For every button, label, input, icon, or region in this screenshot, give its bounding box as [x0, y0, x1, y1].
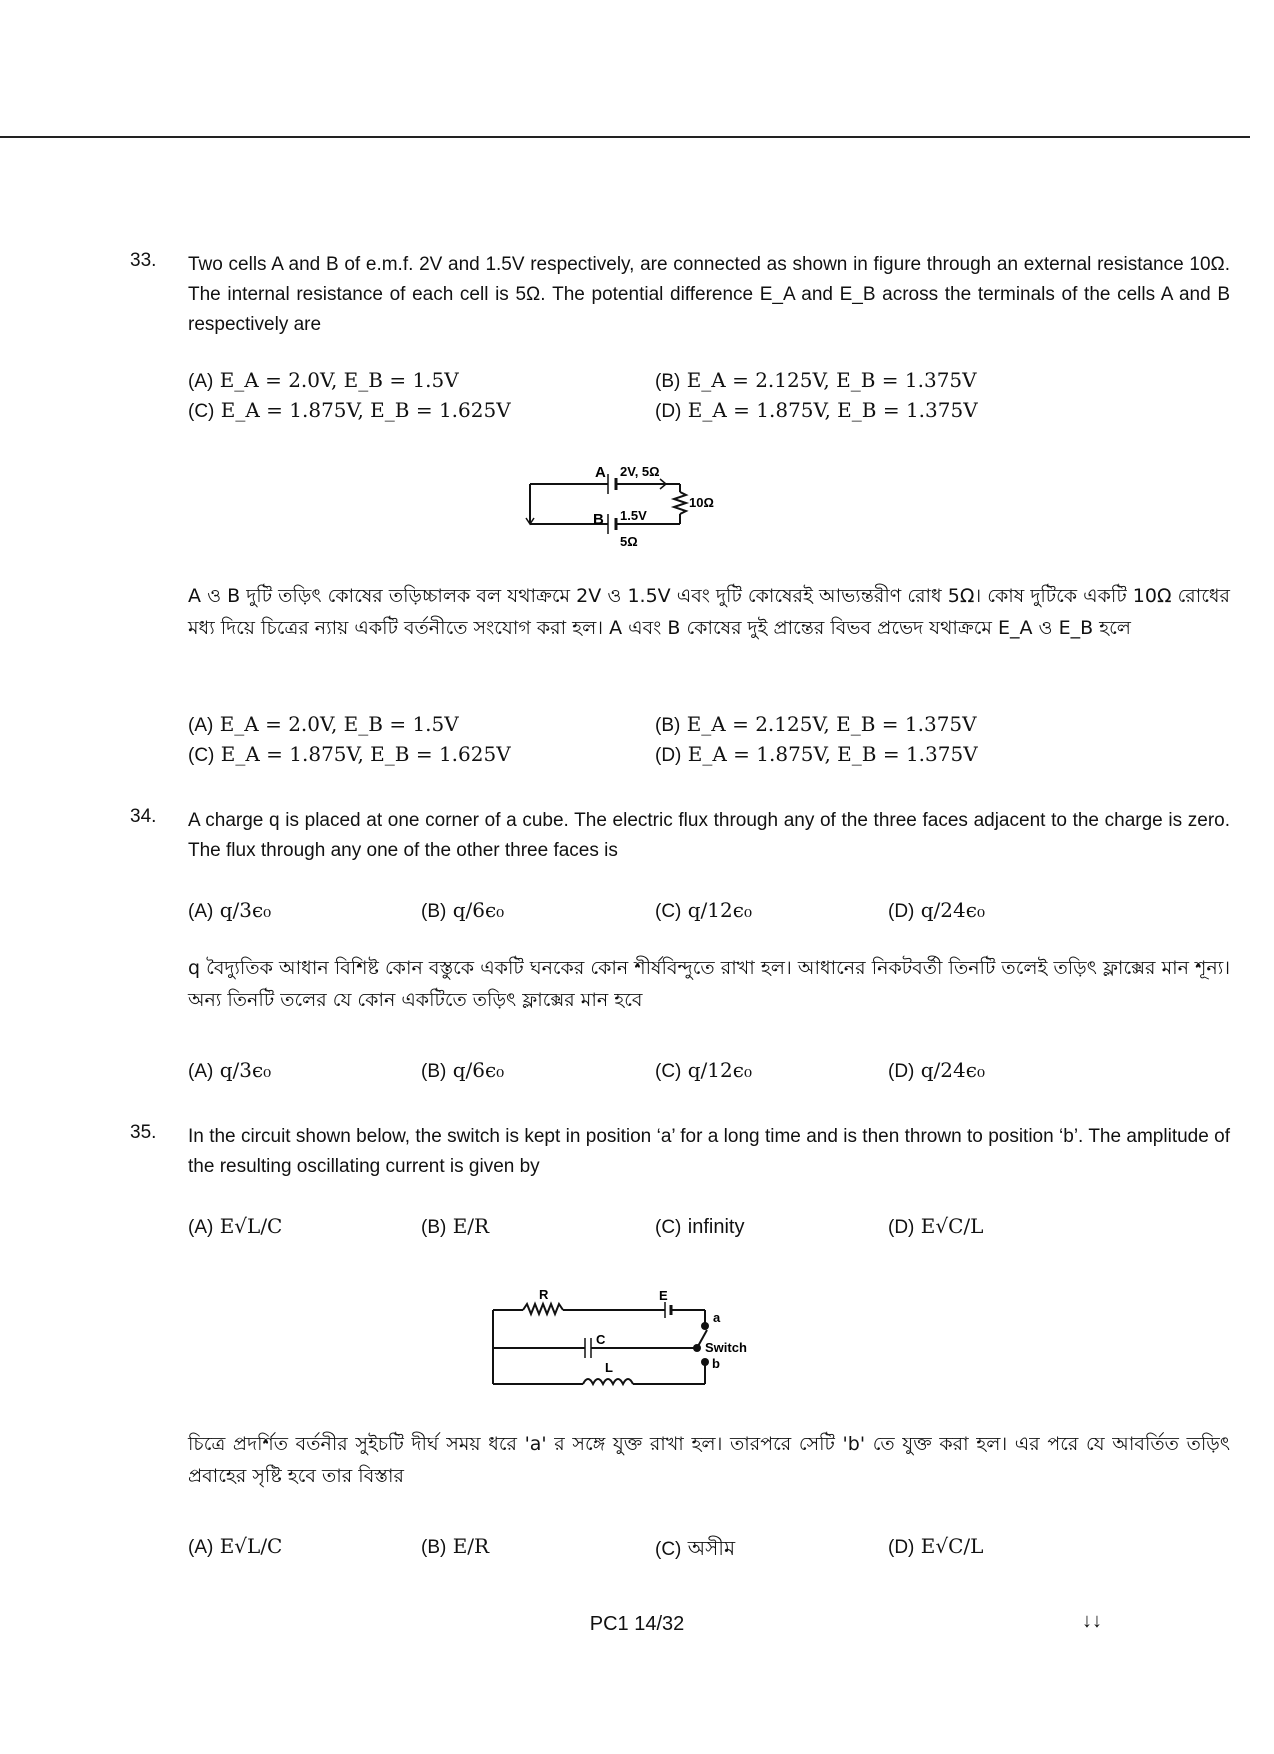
cell-b-label: B [593, 511, 604, 528]
switch-label: Switch [705, 1340, 747, 1355]
option-c: (C) q/12ϵ₀ [655, 898, 752, 922]
option-b: (B) q/6ϵ₀ [421, 1058, 505, 1082]
option-c: (C) E_A = 1.875V, E_B = 1.625V [188, 398, 511, 422]
question-text-bn: q বৈদ্যুতিক আধান বিশিষ্ট কোন বস্তুকে একটি ঘনকের কোন শীর্ষবিন্দুতে রাখা হল। আধানের নিকটবর্তী তিনটি তলেই তড়িৎ ফ্লাক্সের মান শূন্য। অন্য তিনটি তলের যে কোন একটিতে তড়িৎ ফ্লাক্সের মান হবে [188, 957, 1230, 1011]
top-divider [0, 136, 1250, 138]
question-number: 33. [130, 250, 157, 271]
option-d: (D) E√C/L [888, 1534, 984, 1558]
option-d: (D) q/24ϵ₀ [888, 898, 985, 922]
option-a: (A) E√L/C [188, 1534, 283, 1558]
option-d: (D) E_A = 1.875V, E_B = 1.375V [655, 742, 978, 766]
question-number: 34. [130, 806, 157, 827]
question-text-bn: চিত্রে প্রদর্শিত বর্তনীর সুইচটি দীর্ঘ সময় ধরে 'a' র সঙ্গে যুক্ত রাখা হল। তারপরে সেটি 'b' তে যুক্ত করা হল। এর পরে যে আবর্তিত তড়িৎ প্রবাহের সৃষ্টি হবে তার বিস্তার [188, 1433, 1230, 1487]
cell-a-label: A [595, 464, 606, 481]
option-a: (A) E√L/C [188, 1214, 283, 1238]
option-c: (C) infinity [655, 1216, 745, 1238]
question-text-bn: A ও B দুটি তড়িৎ কোষের তড়িচ্চালক বল যথাক্রমে 2V ও 1.5V এবং দুটি কোষেরই আভ্যন্তরীণ রোধ 5Ω। কোষ দুটিকে একটি 10Ω রোধের মধ্য দিয়ে চিত্রের ন্যায় একটি বর্তনীতে সংযোগ করা হল। A এবং B কোষের দুই প্রান্তের বিভব প্রভেদ যথাক্রমে E_A ও E_B হলে [188, 585, 1230, 639]
option-d: (D) E√C/L [888, 1214, 984, 1238]
option-a: (A) q/3ϵ₀ [188, 1058, 272, 1082]
option-b: (B) E/R [421, 1214, 490, 1238]
option-b: (B) E_A = 2.125V, E_B = 1.375V [655, 712, 977, 736]
option-c: (C) q/12ϵ₀ [655, 1058, 752, 1082]
resistor-label: 10Ω [689, 495, 714, 510]
position-b-label: b [712, 1356, 720, 1371]
cell-a-value: 2V, 5Ω [620, 464, 660, 479]
option-b: (B) E/R [421, 1534, 490, 1558]
option-a: (A) E_A = 2.0V, E_B = 1.5V [188, 368, 459, 392]
option-a: (A) E_A = 2.0V, E_B = 1.5V [188, 712, 459, 736]
cell-b-emf: 1.5V [620, 508, 647, 523]
capacitor-label: C [596, 1332, 606, 1347]
footer-mark: ↓↓ [1082, 1610, 1102, 1632]
option-b: (B) E_A = 2.125V, E_B = 1.375V [655, 368, 977, 392]
lc-switch-circuit-diagram [485, 1286, 765, 1396]
battery-label: E [659, 1288, 668, 1303]
question-text-en: In the circuit shown below, the switch is kept in position ‘a’ for a long time and is then thrown to position ‘b’. The amplitude of the resulting oscillating current is given by [188, 1126, 1230, 1177]
option-b: (B) q/6ϵ₀ [421, 898, 505, 922]
question-number: 35. [130, 1122, 157, 1143]
option-c: (C) অসীম [655, 1536, 736, 1560]
question-text-en: A charge q is placed at one corner of a cube. The electric flux through any of the three faces adjacent to the charge is zero. The flux through any one of the other three faces is [188, 810, 1230, 861]
page-footer: PC1 14/32 [589, 1613, 685, 1635]
option-a: (A) q/3ϵ₀ [188, 898, 272, 922]
cell-b-resistance: 5Ω [620, 534, 638, 549]
option-d: (D) q/24ϵ₀ [888, 1058, 985, 1082]
question-text-en: Two cells A and B of e.m.f. 2V and 1.5V respectively, are connected as shown in figure through an external resistance 10Ω. The internal resistance of each cell is 5Ω. The potential difference E_A and E_B across the terminals of the cells A and B respectively are [188, 254, 1230, 335]
option-d: (D) E_A = 1.875V, E_B = 1.375V [655, 398, 978, 422]
inductor-label: L [605, 1360, 613, 1375]
position-a-label: a [713, 1310, 721, 1325]
option-c: (C) E_A = 1.875V, E_B = 1.625V [188, 742, 511, 766]
resistor-label: R [539, 1287, 549, 1302]
cells-circuit-diagram [520, 462, 720, 554]
